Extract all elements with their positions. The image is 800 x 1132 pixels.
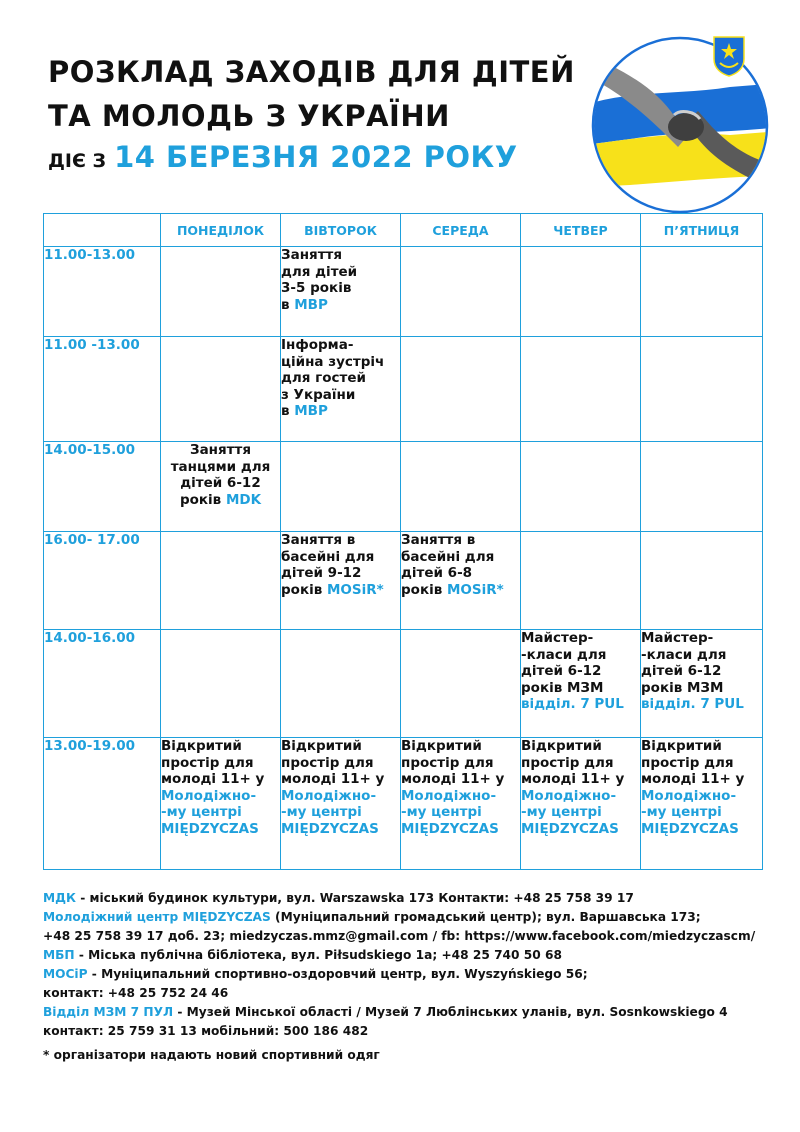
header-day: П’ЯТНИЦЯ: [641, 214, 763, 247]
contact-key: МДК: [43, 891, 76, 905]
event-text: Інформа- ційна зустріч для гостей з України в: [281, 337, 385, 419]
event-venue: Молодіжно- -му центрі MIĘDZYCZAS: [521, 787, 619, 837]
header-day: ПОНЕДІЛОК: [161, 214, 281, 247]
event-cell: [521, 630, 641, 738]
event-venue: MDK: [225, 491, 262, 508]
event-venue: МВР: [294, 296, 328, 313]
event-venue: відділ. 7 PUL: [641, 696, 744, 712]
empty-cell: [641, 442, 763, 532]
empty-cell: [401, 337, 521, 442]
event-text: Заняття в басейні для дітей 6-8 років: [401, 532, 495, 598]
contact-line: [43, 965, 783, 984]
header-day: СЕРЕДА: [401, 214, 521, 247]
event-venue: Молодіжно- -му центрі MIĘDZYCZAS: [641, 787, 739, 837]
contact-key: Молодіжний центр MIĘDZYCZAS: [43, 910, 271, 924]
event-text: Заняття в басейні для дітей 9-12 років: [281, 532, 375, 598]
time-cell: 11.00 -13.00: [44, 337, 161, 442]
empty-cell: [521, 337, 641, 442]
table-row: [44, 442, 763, 532]
contact-line: [43, 889, 783, 908]
empty-cell: [161, 630, 281, 738]
event-venue: МВР: [294, 403, 328, 419]
table-header-row: [44, 214, 763, 247]
table-row: [44, 738, 763, 870]
contacts-footer: [43, 889, 783, 1041]
contact-key: МОСіР: [43, 967, 88, 981]
event-cell: [281, 247, 401, 337]
empty-cell: [521, 442, 641, 532]
time-cell: 14.00-15.00: [44, 442, 161, 532]
empty-cell: [521, 247, 641, 337]
table-row: [44, 532, 763, 630]
valid-from-date: 14 БЕРЕЗНЯ 2022 РОКУ: [114, 140, 518, 174]
empty-cell: [641, 247, 763, 337]
time-cell: 13.00-19.00: [44, 738, 161, 870]
contact-line: [43, 908, 783, 927]
event-cell: [641, 630, 763, 738]
contact-text: - Міська публічна бібліотека, вул. Piłsudskiego 1a; +48 25 740 50 68: [74, 948, 562, 962]
event-text: Заняття для дітей 3-5 років в: [281, 247, 358, 313]
valid-from: [48, 140, 518, 180]
event-cell: [401, 738, 521, 870]
footnote: * організатори надають новий спортивний одяг: [43, 1048, 380, 1062]
event-cell: [161, 442, 281, 532]
event-cell: [521, 738, 641, 870]
event-text: Майстер- -класи для дітей 6-12 років МЗМ: [521, 630, 607, 696]
header-day: ВІВТОРОК: [281, 214, 401, 247]
empty-cell: [401, 442, 521, 532]
event-venue: MOSiR*: [446, 581, 504, 598]
contact-line: [43, 1003, 783, 1022]
empty-cell: [401, 630, 521, 738]
event-cell: [281, 532, 401, 630]
event-cell: [281, 337, 401, 442]
event-venue: Молодіжно- -му центрі MIĘDZYCZAS: [281, 787, 379, 837]
contact-line: [43, 927, 783, 946]
event-text: Відкритий простір для молоді 11+ у: [281, 738, 385, 787]
event-text: Відкритий простір для молоді 11+ у: [161, 738, 265, 787]
empty-cell: [161, 337, 281, 442]
contact-line: [43, 984, 783, 1003]
title-line-2: ТА МОЛОДЬ З УКРАЇНИ: [48, 99, 450, 133]
page-title: [48, 50, 588, 138]
event-text: Майстер- -класи для дітей 6-12 років МЗМ: [641, 630, 727, 696]
event-venue: MOSiR*: [326, 581, 384, 598]
event-cell: [401, 532, 521, 630]
event-cell: [161, 738, 281, 870]
contact-text: (Муніципальний громадський центр); вул. Варшавська 173;: [270, 910, 701, 924]
table-row: [44, 247, 763, 337]
empty-cell: [161, 532, 281, 630]
empty-cell: [281, 630, 401, 738]
event-text: Відкритий простір для молоді 11+ у: [401, 738, 505, 787]
empty-cell: [281, 442, 401, 532]
event-cell: [281, 738, 401, 870]
contact-text: контакт: +48 25 752 24 46: [43, 986, 229, 1000]
contact-text: - Музей Мінської області / Музей 7 Люблінських уланів, вул. Sosnkowskiego 4: [173, 1005, 728, 1019]
event-text: Відкритий простір для молоді 11+ у: [641, 738, 745, 787]
contact-text: +48 25 758 39 17 доб. 23; miedzyczas.mmz@gmail.com / fb: https://www.facebook.com/miedzyczascm/: [43, 929, 756, 943]
event-cell: [641, 738, 763, 870]
event-venue: Молодіжно- -му центрі MIĘDZYCZAS: [401, 787, 499, 837]
contact-key: Відділ МЗМ 7 ПУЛ: [43, 1005, 174, 1019]
table-row: [44, 630, 763, 738]
contact-line: [43, 1022, 783, 1041]
empty-cell: [641, 532, 763, 630]
schedule-table: [43, 213, 763, 870]
event-venue: відділ. 7 PUL: [521, 696, 624, 712]
table-row: [44, 337, 763, 442]
contact-text: контакт: 25 759 31 13 мобільний: 500 186 482: [43, 1024, 369, 1038]
empty-cell: [401, 247, 521, 337]
event-text: Відкритий простір для молоді 11+ у: [521, 738, 625, 787]
empty-cell: [641, 337, 763, 442]
empty-cell: [161, 247, 281, 337]
contact-text: - міський будинок культури, вул. Warszawska 173 Контакти: +48 25 758 39 17: [75, 891, 634, 905]
city-coat-of-arms-icon: [712, 35, 746, 77]
contact-text: - Муніципальний спортивно-оздоровчий центр, вул. Wyszyńskiego 56;: [87, 967, 588, 981]
contact-key: МБП: [43, 948, 75, 962]
contact-line: [43, 946, 783, 965]
empty-cell: [521, 532, 641, 630]
time-cell: 14.00-16.00: [44, 630, 161, 738]
header-day: ЧЕТВЕР: [521, 214, 641, 247]
time-cell: 16.00- 17.00: [44, 532, 161, 630]
title-line-1: РОЗКЛАД ЗАХОДІВ ДЛЯ ДІТЕЙ: [48, 55, 575, 89]
time-cell: 11.00-13.00: [44, 247, 161, 337]
header-time: [44, 214, 161, 247]
event-venue: Молодіжно- -му центрі MIĘDZYCZAS: [161, 787, 259, 837]
event-text: Заняття танцями для дітей 6-12 років: [170, 442, 271, 508]
valid-from-prefix: ДІЄ З: [48, 150, 107, 172]
